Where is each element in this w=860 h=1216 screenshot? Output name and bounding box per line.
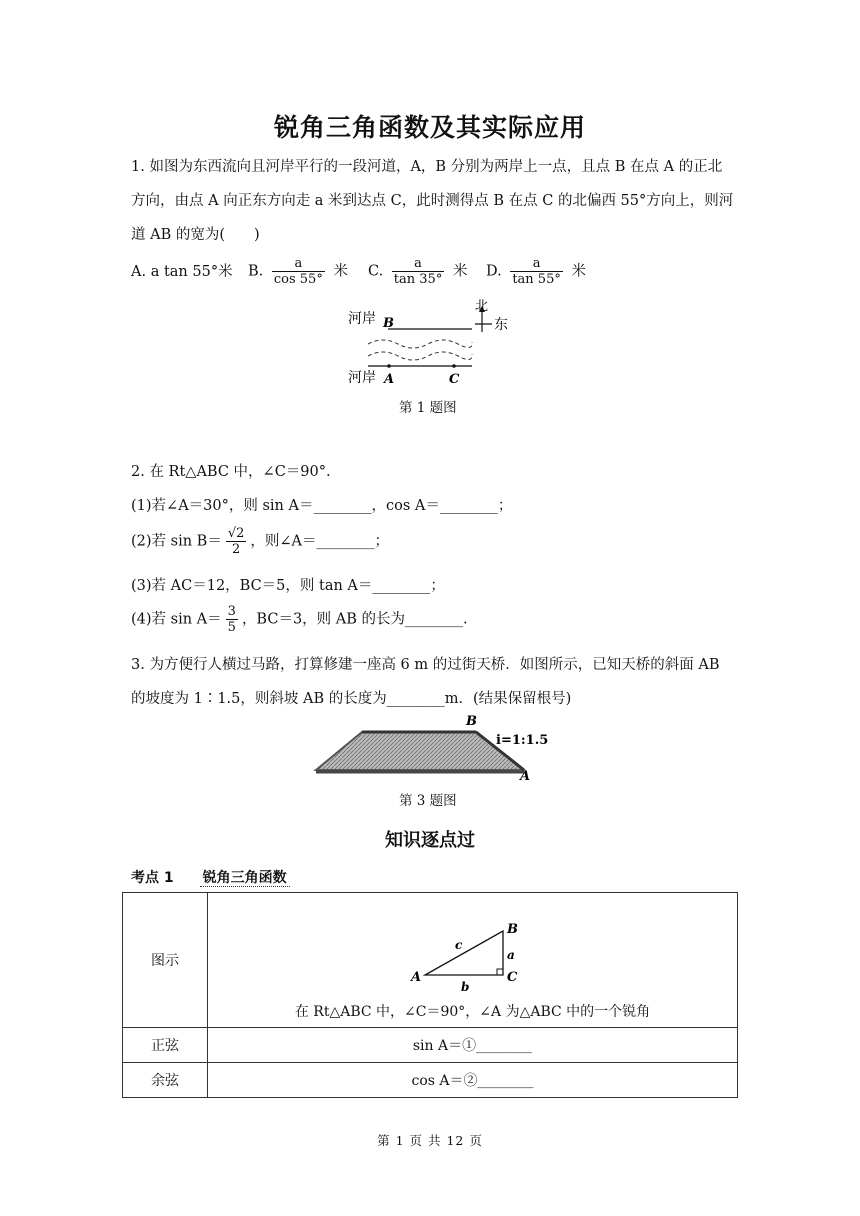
row-label-diagram: 图示 — [123, 893, 208, 1028]
table-row — [123, 893, 738, 1028]
q3-line-1: 3. 为方便行人横过马路，打算修建一座高 6 m 的过街天桥．如图所示，已知天桥的斜面 AB — [131, 657, 720, 673]
frac-num: a — [294, 256, 303, 271]
knowledge-table — [122, 892, 738, 1098]
frac-den: tan 35° — [393, 272, 443, 287]
vertex-b-label: B — [506, 922, 518, 937]
bridge-point-a-label: A — [520, 769, 531, 782]
option-b-label: B. — [248, 263, 264, 280]
cosine-definition: cos A＝②________ — [208, 1063, 738, 1098]
bridge-point-b-label: B — [466, 714, 477, 729]
q2-part-2-pre: (2)若 sin B＝ — [131, 533, 222, 550]
frac-den: 2 — [226, 541, 247, 557]
frac-den: 5 — [227, 620, 236, 635]
option-c-label: C. — [368, 263, 384, 280]
slope-ratio-label: i=1:1.5 — [496, 733, 549, 748]
q2-part-3: (3)若 AC＝12，BC＝5，则 tan A＝________； — [131, 578, 445, 594]
q1-option-a: A. a tan 55°米 — [131, 264, 233, 280]
q1-option-c — [368, 256, 467, 287]
knowledge-point-header — [131, 867, 290, 887]
page-title: 锐角三角函数及其实际应用 — [273, 113, 586, 142]
side-a-label: a — [506, 948, 515, 962]
point-a-label: A — [384, 372, 395, 387]
bridge-figure — [310, 710, 550, 782]
point-b-label: B — [383, 316, 394, 331]
row-label-sine: 正弦 — [123, 1028, 208, 1063]
frac-num: √2 — [227, 526, 245, 541]
water-wave-1 — [368, 340, 472, 348]
sqrt2-over-2-fraction — [226, 526, 247, 557]
bank-bottom-label: 河岸 — [348, 370, 376, 386]
table-row — [123, 1028, 738, 1063]
triangle-shape — [425, 931, 503, 975]
q2-part-4-pre: (4)若 sin A＝ — [131, 611, 222, 628]
q2-part-4-post: ，BC＝3，则 AB 的长为________. — [241, 611, 468, 628]
right-triangle-diagram — [403, 913, 543, 995]
section-heading: 知识逐点过 — [385, 830, 475, 851]
option-c-fraction — [392, 256, 445, 287]
q2-intro: 2. 在 Rt△ABC 中，∠C＝90°. — [131, 464, 331, 480]
side-c-label: c — [454, 938, 462, 952]
figure-3-caption: 第 3 题图 — [399, 793, 457, 809]
river-figure — [340, 296, 520, 388]
bridge-body — [316, 732, 524, 770]
q2-part-2-post: ，则∠A＝________； — [250, 533, 390, 550]
option-unit: 米 — [333, 263, 348, 280]
diagram-description: 在 Rt△ABC 中，∠C＝90°，∠A 为△ABC 中的一个锐角 — [294, 1004, 651, 1020]
option-d-fraction — [510, 256, 563, 287]
frac-num: a — [532, 256, 541, 271]
figure-1-caption: 第 1 题图 — [399, 400, 457, 416]
q2-part-1: (1)若∠A＝30°，则 sin A＝________，cos A＝________； — [131, 498, 513, 514]
q2-part-2 — [131, 526, 389, 557]
q1-option-b — [248, 256, 348, 287]
frac-den: cos 55° — [273, 272, 323, 287]
point-c-dot — [452, 364, 456, 368]
point-a-dot — [387, 364, 391, 368]
frac-num: a — [414, 256, 422, 271]
kp-name: 锐角三角函数 — [200, 870, 290, 887]
option-unit: 米 — [452, 263, 468, 280]
right-angle-mark — [497, 969, 503, 975]
q3-line-2: 的坡度为 1∶1.5，则斜坡 AB 的长度为________m．(结果保留根号) — [131, 691, 572, 707]
option-b-fraction — [272, 256, 325, 287]
bank-top-label: 河岸 — [348, 311, 376, 327]
q1-option-d — [486, 256, 586, 287]
frac-den: tan 55° — [512, 272, 561, 287]
vertex-a-label: A — [410, 970, 421, 985]
side-b-label: b — [460, 980, 469, 994]
east-label: 东 — [494, 317, 508, 333]
three-fifths-fraction — [226, 604, 238, 635]
row-label-cosine: 余弦 — [123, 1063, 208, 1098]
page-footer: 第 1 页 共 12 页 — [377, 1133, 483, 1148]
q1-line-1: 1. 如图为东西流向且河岸平行的一段河道，A，B 分别为两岸上一点，且点 B 在点 A 的正北 — [131, 159, 723, 175]
diagram-cell — [208, 893, 738, 1028]
q1-line-2: 方向，由点 A 向正东方向走 a 米到达点 C，此时测得点 B 在点 C 的北偏西 55°方向上，则河 — [131, 193, 734, 209]
point-c-label: C — [449, 372, 460, 387]
option-unit: 米 — [571, 263, 586, 280]
kp-label: 考点 1 — [131, 870, 174, 886]
q2-part-4 — [131, 604, 468, 635]
water-wave-2 — [368, 352, 472, 360]
vertex-c-label: C — [506, 970, 517, 985]
frac-num: 3 — [227, 604, 236, 619]
option-d-label: D. — [486, 263, 502, 280]
q1-line-3: 道 AB 的宽为( ) — [131, 227, 260, 243]
table-row — [123, 1063, 738, 1098]
sine-definition: sin A＝①________ — [208, 1028, 738, 1063]
north-label: 北 — [475, 299, 489, 314]
